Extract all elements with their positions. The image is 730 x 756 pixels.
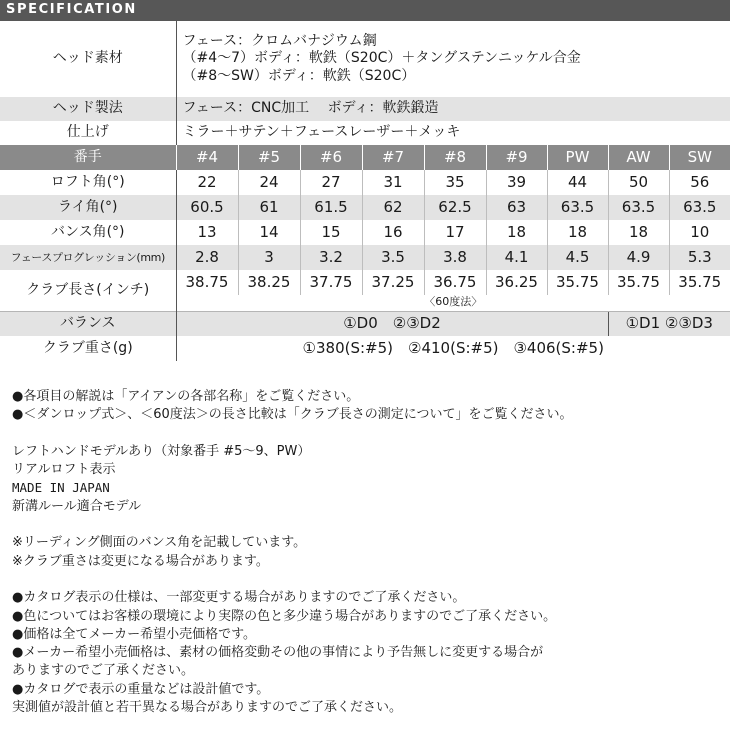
table-cell: 3.8 — [424, 245, 486, 270]
head-material-line-1: フェース：クロムバナジウム鋼 — [182, 32, 377, 49]
table-cell: 63 — [486, 195, 547, 220]
table-cell: 37.25 — [362, 270, 424, 295]
note-line: ●＜ダンロップ式＞、＜60度法＞の長さ比較は「クラブ長さの測定について」をご覧ください。 — [12, 407, 573, 423]
table-cell: 18 — [547, 220, 608, 245]
spec-title: SPECIFICATION — [6, 2, 137, 17]
column-header: #4 — [176, 145, 238, 170]
table-cell: 63.5 — [608, 195, 669, 220]
balance-label: バランス — [0, 311, 176, 336]
column-header: #6 — [300, 145, 362, 170]
table-cell: 35.75 — [669, 270, 730, 295]
table-cell: 62 — [362, 195, 424, 220]
row-club-length — [0, 270, 730, 295]
table-cell: 14 — [238, 220, 300, 245]
note-line: MADE IN JAPAN — [12, 480, 110, 496]
finish-label: 仕上げ — [66, 124, 109, 141]
table-cell: 24 — [238, 170, 300, 195]
table-cell: 4.5 — [547, 245, 608, 270]
column-header: #9 — [486, 145, 547, 170]
table-cell: 18 — [608, 220, 669, 245]
note-line: 新溝ルール適合モデル — [12, 498, 142, 514]
row-club-numbers — [0, 145, 730, 170]
table-cell: 63.5 — [669, 195, 730, 220]
note-line: ※クラブ重さは変更になる場合があります。 — [12, 553, 269, 569]
club-number-header: 番手 — [0, 145, 176, 170]
table-cell: 60.5 — [176, 195, 238, 220]
lie-label: ライ角(°) — [0, 195, 176, 220]
row-finish — [0, 121, 730, 145]
table-cell: 10 — [669, 220, 730, 245]
row-bounce — [0, 220, 730, 245]
row-loft — [0, 170, 730, 195]
head-material-values — [176, 21, 730, 97]
table-cell: 3.5 — [362, 245, 424, 270]
table-cell: 56 — [669, 170, 730, 195]
table-cell: 61 — [238, 195, 300, 220]
loft-label: ロフト角(°) — [50, 173, 125, 190]
table-cell: 35.75 — [608, 270, 669, 295]
club-weight-value: ①380(S:#5) ②410(S:#5) ③406(S:#5) — [176, 336, 730, 361]
row-head-method — [0, 97, 730, 121]
table-cell: 5.3 — [669, 245, 730, 270]
table-cell: 13 — [176, 220, 238, 245]
face-progression-label: フェースプログレッション(mm) — [0, 245, 176, 270]
table-cell: 36.75 — [424, 270, 486, 295]
table-cell: 36.25 — [486, 270, 547, 295]
table-cell: 2.8 — [176, 245, 238, 270]
note-line: リアルロフト表示 — [12, 462, 116, 478]
note-line: 実測値が設計値と若干異なる場合がありますのでご了承ください。 — [12, 700, 403, 716]
head-method-label: ヘッド製法 — [0, 97, 176, 121]
row-lie — [0, 195, 730, 220]
note-line: ●カタログで表示の重量などは設計値です。 — [12, 681, 270, 697]
table-cell: 15 — [300, 220, 362, 245]
table-cell: 38.75 — [176, 270, 238, 295]
table-cell: 4.9 — [608, 245, 669, 270]
note-line: ※リーディング側面のバンス角を記載しています。 — [12, 535, 307, 551]
table-cell: 3 — [238, 245, 300, 270]
column-header: #5 — [238, 145, 300, 170]
table-cell: 35 — [424, 170, 486, 195]
length-method-note: 〈60度法〉 — [176, 295, 730, 311]
column-header: SW — [669, 145, 730, 170]
note-line: ありますのでご了承ください。 — [12, 663, 195, 679]
table-cell: 63.5 — [547, 195, 608, 220]
spec-table — [0, 21, 730, 361]
table-cell: 50 — [608, 170, 669, 195]
table-cell: 16 — [362, 220, 424, 245]
column-header: #8 — [424, 145, 486, 170]
finish-value: ミラー＋サテン＋フェースレーザー＋メッキ — [176, 121, 730, 145]
note-line: ●各項目の解説は「アイアンの各部名称」をご覧ください。 — [12, 389, 360, 404]
balance-main-value: ①D0 ②③D2 — [176, 311, 608, 336]
table-cell: 35.75 — [547, 270, 608, 295]
table-cell: 22 — [176, 170, 238, 195]
table-cell: 4.1 — [486, 245, 547, 270]
table-cell: 18 — [486, 220, 547, 245]
head-method-value: フェース：CNC加工 ボディ：軟鉄鍛造 — [176, 97, 730, 121]
table-cell: 62.5 — [424, 195, 486, 220]
head-material-line-2: （#4〜7）ボディ：軟鉄（S20C）＋タングステンニッケル合金 — [182, 50, 581, 67]
balance-wedge-value: ①D1 ②③D3 — [608, 311, 730, 336]
table-cell: 39 — [486, 170, 547, 195]
spec-title-bar — [0, 0, 730, 21]
column-header: AW — [608, 145, 669, 170]
table-cell: 61.5 — [300, 195, 362, 220]
table-cell: 44 — [547, 170, 608, 195]
head-material-label: ヘッド素材 — [52, 50, 123, 67]
table-cell: 27 — [300, 170, 362, 195]
row-face-progression — [0, 245, 730, 270]
note-line: ●メーカー希望小売価格は、素材の価格変動その他の事情により予告無しに変更する場合が — [12, 645, 544, 661]
club-length-label: クラブ長さ(インチ) — [26, 281, 150, 298]
table-cell: 3.2 — [300, 245, 362, 270]
table-cell: 37.75 — [300, 270, 362, 295]
column-header: PW — [547, 145, 608, 170]
bounce-label: バンス角(°) — [50, 223, 125, 240]
row-club-weight — [0, 336, 730, 361]
note-line: ●色についてはお客様の環境により実際の色と多少違う場合がありますのでご了承ください。 — [12, 608, 557, 624]
club-weight-label: クラブ重さ(g) — [42, 339, 133, 356]
note-line: ●価格は全てメーカー希望小売価格です。 — [12, 626, 257, 642]
column-header: #7 — [362, 145, 424, 170]
row-balance — [0, 311, 730, 336]
table-cell: 38.25 — [238, 270, 300, 295]
notes-section — [12, 388, 724, 717]
head-material-line-3: （#8〜SW）ボディ：軟鉄（S20C） — [182, 67, 416, 84]
row-head-material — [0, 21, 730, 97]
table-cell: 31 — [362, 170, 424, 195]
table-cell: 17 — [424, 220, 486, 245]
note-line: レフトハンドモデルあり（対象番手 #5〜9、PW） — [12, 443, 311, 459]
note-line: ●カタログ表示の仕様は、一部変更する場合がありますのでご了承ください。 — [12, 590, 466, 606]
